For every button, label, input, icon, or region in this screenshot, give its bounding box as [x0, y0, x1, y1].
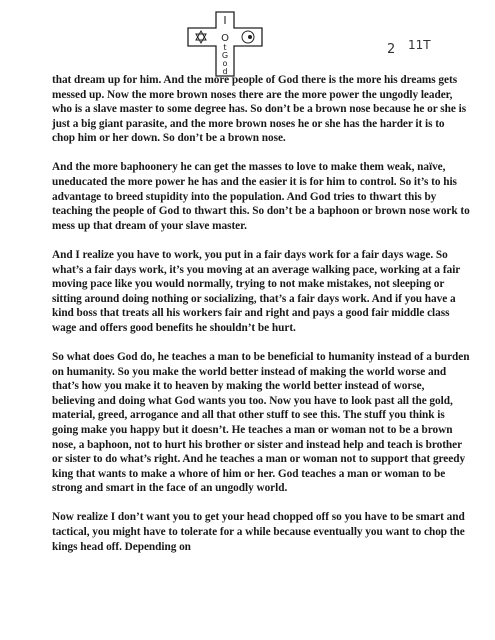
paragraph-5: Now realize I don’t want you to get your head chopped off so you have to be smart and tactical, you might have to tolerate for a while because eventually you want to chop the kings head off. Depending on — [52, 511, 465, 553]
cross-letter-d: d — [222, 67, 228, 76]
cross-letter-o2: o — [222, 59, 228, 68]
page-number: 2 — [387, 42, 396, 57]
paragraph-1: that dream up for him. And the more people of God there is the more his dreams gets messed up. Now the more brown noses there are the more power the ungodly leader, who is a slave master to some degree has. So don’t be a brown nose because he or she is just a big giant parasite, and the more brown noses he or she has the harder it is to chop him or her down. So don’t be a brown nose. — [52, 74, 467, 145]
crescent-icon — [242, 31, 254, 43]
star-of-david-icon — [196, 31, 206, 43]
cross-drawing-icon — [185, 10, 265, 78]
paragraph-4: So what does God do, he teaches a man to be beneficial to humanity instead of a burden on humanity. So you make the world better instead of making the world worse and that’s how you make it to heaven by making the world better instead of worse, believing and doing what God wants you too. Now you have to look past all the gold, material, greed, arrogance and all that other stuff to see this. The stuff you think is going make you happy but it doesn’t. He teaches a man or woman not to be a brown nose, a baphoon, not to hurt his brother or sister and instead help and teach is brother or sister to do what’s right. And he teaches a man or woman not to support that greedy king that wants to make a whore of him or her. God teaches a man or woman to be strong and smart in the face of an ungodly world. — [52, 351, 470, 495]
paragraph-2: And the more baphoonery he can get the masses to love to make them weak, naïve, uneducated the more power he has and the easier it is for him to control. So it’s to his advantage to breed stupidity into the population. And God tries to thwart this by teaching the people of God to thwart this. So don’t be a baphoon or brown nose work to mess up that dream of your slave master. — [52, 161, 470, 232]
cross-letter-i: I — [223, 14, 227, 27]
cross-letter-o: O — [221, 33, 229, 44]
paragraph-3: And I realize you have to work, you put in a fair days work for a fair days wage. So what’s a fair days work, it’s you moving at an average walking pace, working at a fair moving pace like you would normally, trying to not make mistakes, not sleeping or sitting around doing nothing or socializing, that’s a fair days work. And if you have a kind boss that treats all his workers fair and right and pays a good fair middle class wage and offers good benefits he shouldn’t be hurt. — [52, 248, 461, 334]
cross-letter-t: t — [223, 43, 227, 52]
cross-letter-g: G — [221, 51, 229, 60]
document-body — [52, 73, 470, 569]
margin-note: 11T — [408, 38, 431, 52]
